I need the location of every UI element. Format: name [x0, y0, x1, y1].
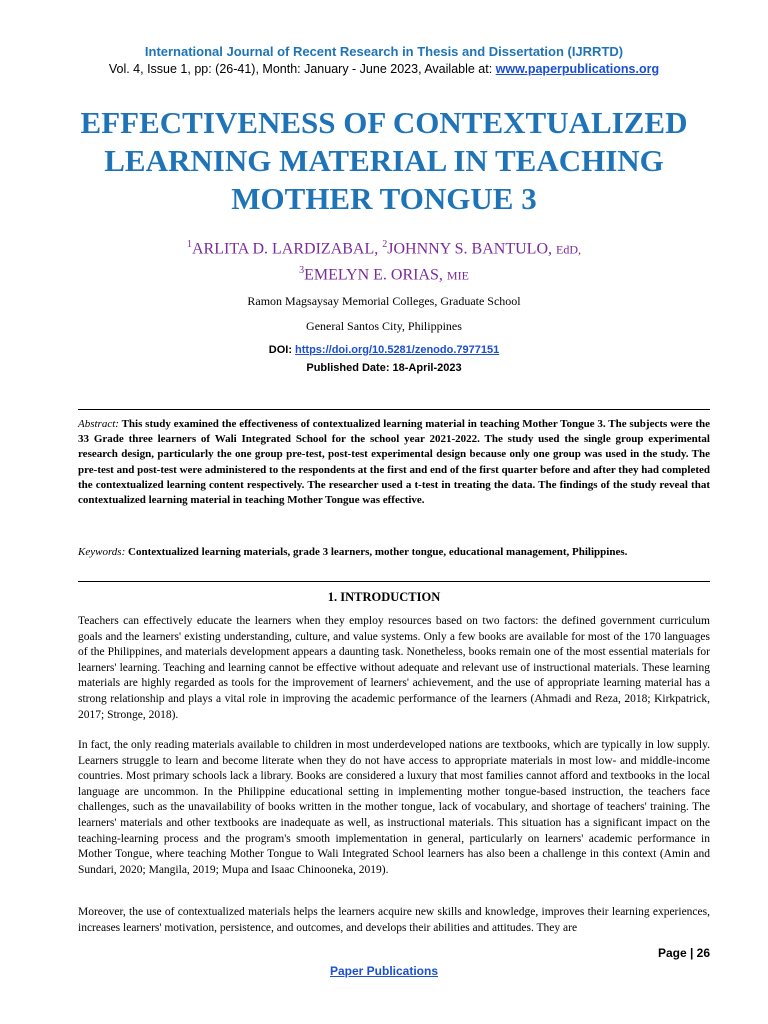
section-heading: 1. INTRODUCTION	[327, 590, 441, 604]
author-line-2	[0, 260, 768, 286]
intro-paragraph-1: Teachers can effectively educate the learners when they employ resources based on two factors: the defined government curriculum goals and the learners' existing understanding, culture, and value systems. Only a few books are available for most of the 170 languages of the Philippines, and materials development appears a daunting task. Nonetheless, books remain one of the most essential materials for learners' learning. Teaching and learning cannot be effective without adequate and relevant use of instructional materials. These learning materials are highly regarded as tools for the improvement of learners' achievement, and the use of appropriate learning material has a strong relationship and plays a vital role in improving the academic performance of the learners (Ahmadi and Reza, 2018; Kirkpatrick, 2017; Stronge, 2018).	[78, 615, 710, 721]
author-line-1	[0, 234, 768, 260]
volume-text: Vol. 4, Issue 1, pp: (26-41), Month: January - June 2023, Available at:	[108, 62, 496, 76]
keywords-label: Keywords:	[78, 546, 126, 558]
publisher-footer	[0, 964, 768, 978]
doi-link[interactable]: https://doi.org/10.5281/zenodo.7977151	[295, 344, 500, 356]
intro-paragraph-2: In fact, the only reading materials available to children in most underdeveloped nations are textbooks, which are typically in low supply. Learners struggle to learn and become literate when they do not have access to appropriate materials in most low- and middle-income countries. Most primary schools lack a library. Books are considered a luxury that most families cannot afford and textbooks in the local language are uncommon. In the Philippine educational setting in implementing mother tongue-based instruction, the teachers face challenges, such as the unavailability of books written in the mother tongue, lack of vocabulary, and shortage of teachers' training. The learners' materials and other textbooks are inadequate as well, as instructional materials. This situation has a significant impact on the teaching-learning process and the program's smooth implementation in general, particularly on learners' academic performance in Mother Tongue, where teaching Mother Tongue to Wali Integrated School learners has also been a challenge in this context (Amin and Sundari, 2020; Mangila, 2019; Mupa and Isaac Chinooneka, 2019).	[78, 739, 710, 876]
affiliation-school: Ramon Magsaysay Memorial Colleges, Graduate School	[247, 294, 521, 308]
published-date: Published Date: 18-April-2023	[306, 362, 462, 374]
abstract	[78, 417, 710, 508]
page-number: Page | 26	[657, 946, 710, 960]
title-line-2: LEARNING MATERIAL IN TEACHING	[104, 143, 664, 178]
author-2-degree: EdD,	[556, 242, 581, 257]
abstract-bottom-divider	[78, 581, 710, 582]
author-2-sup: 2	[382, 239, 388, 250]
title-line-3: MOTHER TONGUE 3	[231, 181, 537, 216]
author-3-sup: 3	[299, 265, 305, 277]
abstract-label: Abstract:	[78, 418, 119, 430]
doi-line	[0, 344, 768, 356]
author-3-degree: MIE	[446, 268, 469, 283]
affiliation-location: General Santos City, Philippines	[306, 319, 462, 333]
author-list	[0, 234, 768, 287]
author-3-name: EMELYN E. ORIAS,	[304, 266, 447, 284]
abstract-text: This study examined the effectiveness of contextualized learning material in teaching Mother Tongue 3. The subjects were the 33 Grade three learners of Wali Integrated School for the school year 2021-2022. The study used the single group experimental research design, particularly the one group pre-test, post-test experimental design because only one group was used in the study. The pre-test and post-test were administered to the respondents at the first and end of the first quarter before and after they had completed the contextualized learning content respectively. The researcher used a t-test in treating the data. The findings of the study reveal that contextualized learning material in teaching Mother Tongue was effective.	[78, 418, 710, 507]
keywords-text: Contextualized learning materials, grade 3 learners, mother tongue, educational management, Philippines.	[125, 546, 628, 558]
author-1-name: ARLITA D. LARDIZABAL,	[191, 240, 383, 258]
abstract-top-divider	[78, 409, 710, 410]
website-link[interactable]: www.paperpublications.org	[495, 62, 660, 76]
author-2-name: JOHNNY S. BANTULO,	[387, 240, 556, 258]
volume-info	[0, 62, 768, 76]
doi-label: DOI:	[268, 344, 296, 356]
keywords	[78, 545, 710, 560]
title-line-1: EFFECTIVENESS OF CONTEXTUALIZED	[80, 105, 688, 140]
publisher-link[interactable]: Paper Publications	[329, 964, 439, 978]
intro-paragraph-3: Moreover, the use of contextualized materials helps the learners acquire new skills and knowledge, improves their learning experiences, increases learners' motivation, persistence, and outcomes, and develops their abilities and attitudes. They are	[78, 906, 710, 934]
author-1-sup: 1	[186, 239, 192, 250]
journal-name: International Journal of Recent Research in Thesis and Dissertation (IJRRTD)	[144, 44, 624, 59]
paper-title	[40, 104, 728, 218]
